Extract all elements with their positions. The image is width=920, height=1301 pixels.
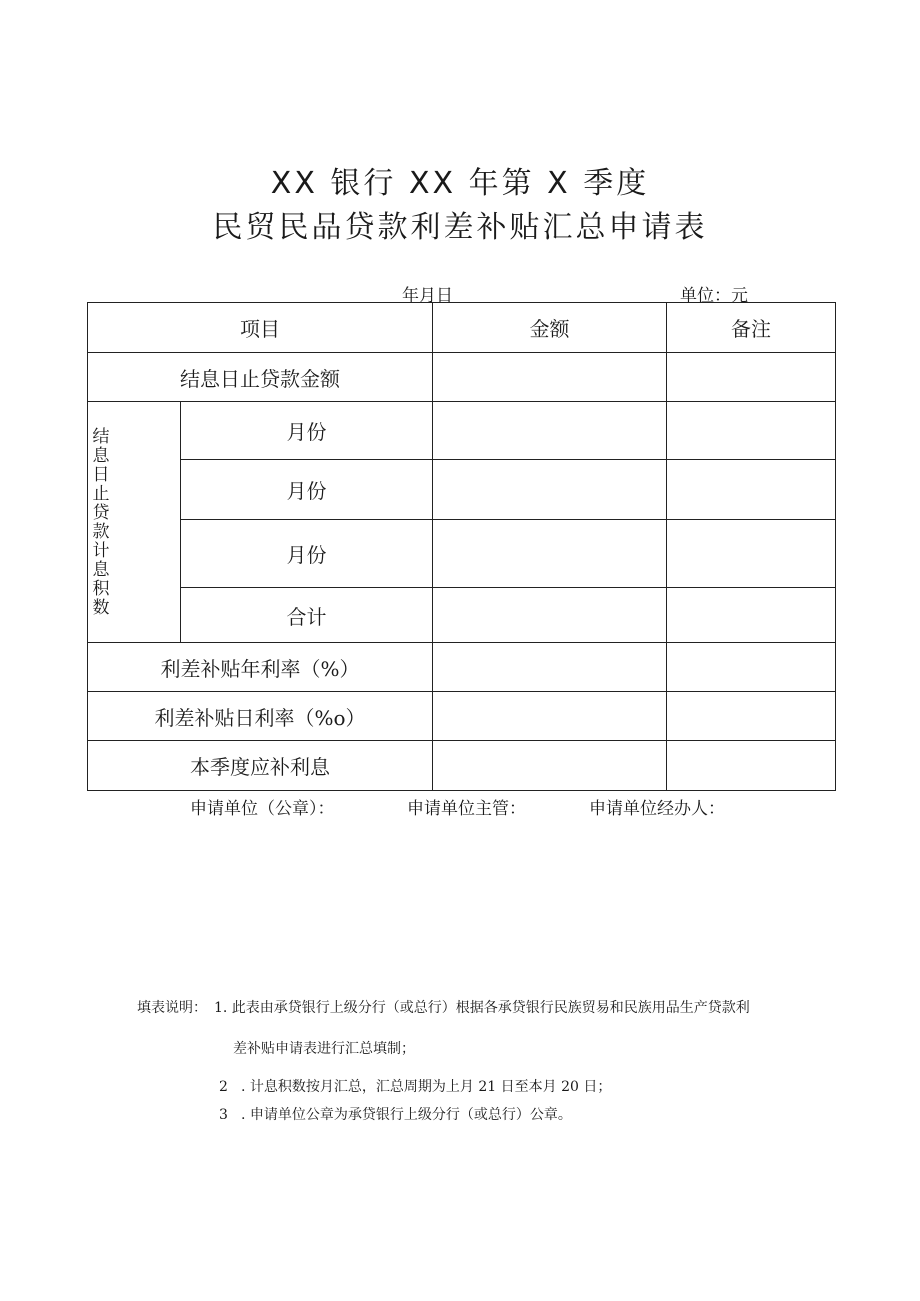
amount-cell-balance[interactable] <box>433 353 667 402</box>
amount-cell-total[interactable] <box>433 588 667 643</box>
form-title-line1: XX 银行 XX 年第 X 季度 <box>270 166 650 201</box>
note-item-1-line2: 差补贴申请表进行汇总填制； <box>233 1041 415 1057</box>
row-label-daily-rate: 利差补贴日利率（%o） <box>88 692 433 741</box>
remark-cell-annual-rate[interactable] <box>667 643 836 692</box>
table-row <box>88 460 836 520</box>
note-item-3-number: 3 <box>219 1107 228 1123</box>
signature-unit-manager: 申请单位主管： <box>407 799 526 819</box>
row-label-balance: 结息日止贷款金额 <box>88 353 433 402</box>
row-label-annual-rate: 利差补贴年利率（%） <box>88 643 433 692</box>
subsidy-summary-table <box>87 302 836 791</box>
remark-cell-total[interactable] <box>667 588 836 643</box>
remark-cell-month2[interactable] <box>667 460 836 520</box>
remark-cell-daily-rate[interactable] <box>667 692 836 741</box>
date-label: 年月日 <box>402 286 453 306</box>
unit-label: 单位：元 <box>680 286 748 306</box>
amount-cell-month2[interactable] <box>433 460 667 520</box>
remark-cell-month1[interactable] <box>667 402 836 460</box>
notes-label: 填表说明： <box>137 1000 207 1016</box>
row-label-quarter-interest: 本季度应补利息 <box>88 741 433 791</box>
note-item-2 <box>219 1076 611 1096</box>
header-item: 项目 <box>88 303 433 353</box>
form-title-line2: 民贸民品贷款利差补贴汇总申请表 <box>212 210 708 245</box>
amount-cell-month3[interactable] <box>433 520 667 588</box>
table-row <box>88 643 836 692</box>
row-label-month3: 月份 <box>181 520 433 588</box>
table-row <box>88 353 836 402</box>
group-label-cell <box>88 402 181 643</box>
remark-cell-month3[interactable] <box>667 520 836 588</box>
remark-cell-balance[interactable] <box>667 353 836 402</box>
amount-cell-quarter-interest[interactable] <box>433 741 667 791</box>
row-label-total: 合计 <box>181 588 433 643</box>
header-amount: 金额 <box>433 303 667 353</box>
signature-applicant-unit: 申请单位（公章）： <box>190 799 335 819</box>
note-item-3-text: . 申请单位公章为承贷银行上级分行（或总行）公章。 <box>241 1107 572 1123</box>
note-item-2-number: 2 <box>219 1079 228 1095</box>
group-label-vertical-text: 结息日止贷款计息积数 <box>92 427 110 618</box>
table-row <box>88 402 836 460</box>
row-label-month1: 月份 <box>181 402 433 460</box>
row-label-month2: 月份 <box>181 460 433 520</box>
note-item-3 <box>219 1104 572 1124</box>
header-row <box>88 303 836 353</box>
amount-cell-annual-rate[interactable] <box>433 643 667 692</box>
table-row <box>88 520 836 588</box>
note-item-2-text: . 计息积数按月汇总，汇总周期为上月 21 日至本月 20 日； <box>241 1079 612 1095</box>
amount-cell-month1[interactable] <box>433 402 667 460</box>
remark-cell-quarter-interest[interactable] <box>667 741 836 791</box>
table-row <box>88 741 836 791</box>
note-item-1-line1: 1. 此表由承贷银行上级分行（或总行）根据各承贷银行民族贸易和民族用品生产贷款利 <box>214 1000 750 1016</box>
header-remark: 备注 <box>667 303 836 353</box>
table-row <box>88 588 836 643</box>
signature-unit-agent: 申请单位经办人： <box>589 799 725 819</box>
amount-cell-daily-rate[interactable] <box>433 692 667 741</box>
table-row <box>88 692 836 741</box>
